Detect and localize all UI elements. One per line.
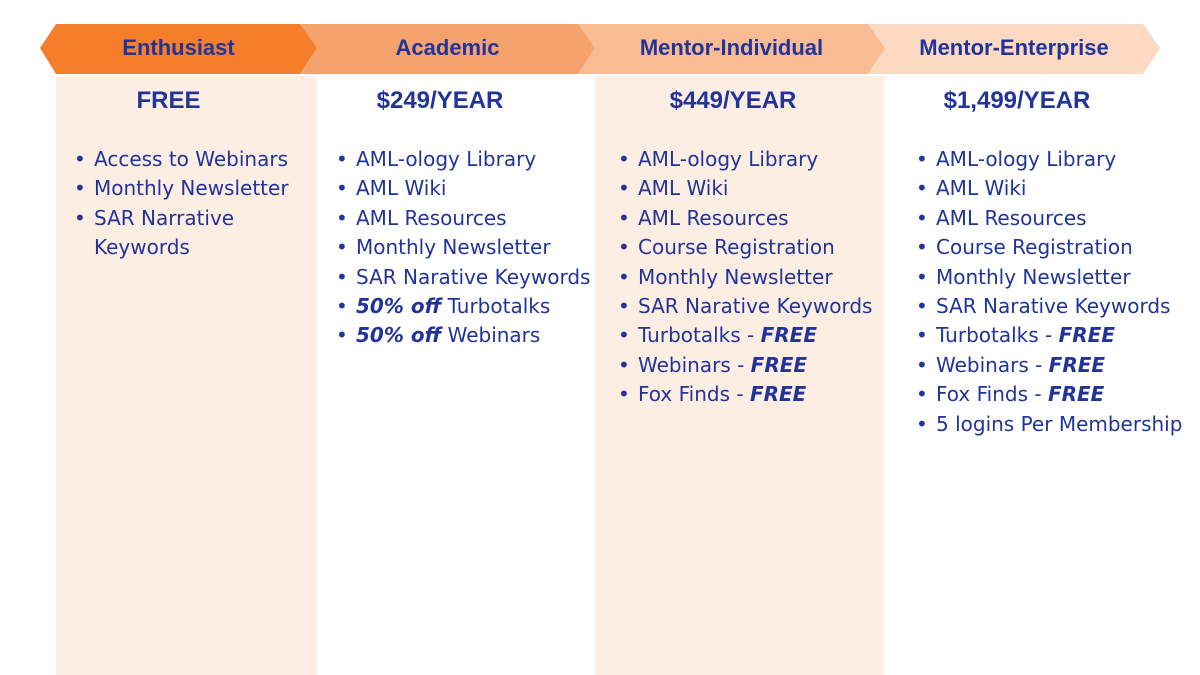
feature-text: AML Wiki — [936, 176, 1027, 201]
feature-item — [94, 204, 334, 263]
price-academic: $249/YEAR — [376, 87, 504, 114]
feature-item — [638, 204, 898, 233]
feature-text: AML Wiki — [356, 176, 447, 201]
feature-text: AML Wiki — [638, 176, 729, 201]
feature-item — [638, 145, 898, 174]
free-text: FREE — [760, 323, 817, 348]
tab-academic[interactable]: Academic — [395, 35, 500, 60]
feature-text: AML-ology Library — [936, 147, 1117, 171]
feature-text: Turbotalks - — [936, 323, 1059, 348]
feature-text: Monthly Newsletter — [94, 176, 289, 201]
feature-item — [638, 233, 898, 262]
feature-item — [638, 321, 898, 350]
feature-item — [638, 174, 898, 203]
tab-mentor-enterprise[interactable]: Mentor-Enterprise — [919, 35, 1109, 60]
feature-list-mentor-individual — [616, 145, 898, 410]
feature-list-mentor-enterprise — [914, 145, 1196, 439]
feature-text: SAR Narrative Keywords — [94, 205, 235, 260]
feature-text: Access to Webinars — [94, 147, 288, 171]
feature-item — [356, 321, 606, 350]
feature-item — [356, 263, 606, 292]
feature-item — [936, 410, 1196, 439]
feature-item — [94, 145, 334, 174]
feature-list-academic — [334, 145, 606, 351]
feature-text: Turbotalks - — [638, 323, 761, 348]
feature-text: AML Resources — [638, 205, 789, 230]
feature-text: Fox Finds - — [936, 382, 1048, 407]
feature-item — [936, 321, 1196, 350]
feature-list-enthusiast — [72, 145, 334, 263]
feature-text: Course Registration — [936, 235, 1133, 260]
feature-text: Fox Finds - — [638, 382, 750, 407]
feature-item — [356, 174, 606, 203]
feature-item — [94, 174, 334, 203]
free-text: FREE — [1048, 352, 1106, 377]
feature-item — [356, 292, 606, 321]
feature-item — [936, 263, 1196, 292]
feature-text: Course Registration — [638, 235, 835, 260]
feature-item — [936, 204, 1196, 233]
discount-text: 50% off — [356, 294, 442, 319]
feature-text: AML Resources — [356, 205, 507, 230]
feature-item — [356, 204, 606, 233]
feature-text: Monthly Newsletter — [356, 235, 551, 260]
feature-item — [356, 145, 606, 174]
feature-text: Webinars - — [638, 352, 751, 377]
feature-text: SAR Narative Keywords — [356, 264, 591, 289]
feature-text: SAR Narative Keywords — [936, 294, 1171, 319]
feature-item — [356, 233, 606, 262]
feature-item — [936, 292, 1196, 321]
feature-text: AML-ology Library — [356, 147, 537, 171]
feature-text: Turbotalks — [441, 294, 551, 319]
discount-text: 50% off — [356, 323, 442, 348]
feature-text: Monthly Newsletter — [936, 264, 1131, 289]
free-text: FREE — [750, 352, 808, 377]
feature-text: AML-ology Library — [638, 147, 819, 171]
feature-item — [638, 263, 898, 292]
free-text: FREE — [1058, 323, 1115, 348]
feature-item — [936, 174, 1196, 203]
feature-item — [638, 351, 898, 380]
price-mentor-individual: $449/YEAR — [669, 87, 797, 114]
free-text: FREE — [1047, 382, 1105, 407]
feature-text: 5 logins Per Membership — [936, 411, 1183, 436]
price-mentor-enterprise: $1,499/YEAR — [943, 87, 1091, 114]
price-enthusiast: FREE — [136, 87, 201, 114]
tab-mentor-individual[interactable]: Mentor-Individual — [639, 35, 824, 60]
tab-enthusiast[interactable]: Enthusiast — [122, 35, 235, 60]
free-text: FREE — [749, 382, 807, 407]
feature-item — [936, 380, 1196, 409]
feature-item — [638, 292, 898, 321]
feature-text: Monthly Newsletter — [638, 264, 833, 289]
feature-text: AML Resources — [936, 205, 1087, 230]
feature-text: Webinars - — [936, 352, 1049, 377]
feature-item — [936, 145, 1196, 174]
feature-item — [638, 380, 898, 409]
feature-item — [936, 351, 1196, 380]
feature-item — [936, 233, 1196, 262]
feature-text: SAR Narative Keywords — [638, 294, 873, 319]
feature-text: Webinars — [441, 323, 541, 348]
